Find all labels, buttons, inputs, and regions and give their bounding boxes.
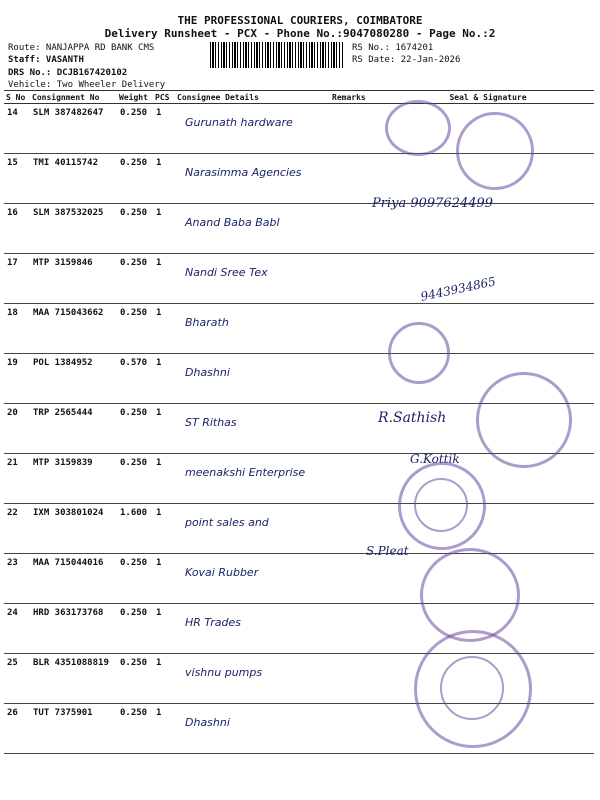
row-sno: 24	[4, 604, 30, 654]
row-remarks	[330, 404, 382, 454]
row-pcs: 1	[153, 254, 175, 304]
row-remarks	[330, 554, 382, 604]
row-weight: 0.250	[117, 454, 153, 504]
row-sno: 23	[4, 554, 30, 604]
row-pcs: 1	[153, 654, 175, 704]
row-pcs: 1	[153, 454, 175, 504]
stamp-circle	[456, 112, 534, 190]
row-sno: 19	[4, 354, 30, 404]
row-weight: 0.250	[117, 604, 153, 654]
row-remarks	[330, 104, 382, 154]
signature-text: S.Pleat	[366, 544, 409, 558]
barcode-image	[210, 42, 344, 68]
row-consignment-no: SLM 387532025	[30, 204, 117, 254]
row-consignment-no: TUT 7375901	[30, 704, 117, 754]
row-pcs: 1	[153, 104, 175, 154]
row-weight: 0.250	[117, 304, 153, 354]
row-remarks	[330, 354, 382, 404]
col-header-remarks: Remarks	[330, 91, 382, 104]
row-consignment-no: BLR 4351088819	[30, 654, 117, 704]
row-consignee: vishnu pumps	[175, 654, 330, 704]
row-consignment-no: HRD 363173768	[30, 604, 117, 654]
row-weight: 0.250	[117, 254, 153, 304]
row-consignment-no: TMI 40115742	[30, 154, 117, 204]
sheet-subtitle: Delivery Runsheet - PCX - Phone No.:9047080280 - Page No.:2	[104, 27, 496, 40]
row-pcs: 1	[153, 604, 175, 654]
col-header-pcs: PCS	[153, 91, 175, 104]
col-header-seal: Seal & Signature	[382, 91, 594, 104]
row-weight: 0.250	[117, 104, 153, 154]
row-consignment-no: SLM 387482647	[30, 104, 117, 154]
row-sno: 14	[4, 104, 30, 154]
row-pcs: 1	[153, 354, 175, 404]
row-consignee: point sales and	[175, 504, 330, 554]
row-weight: 0.250	[117, 554, 153, 604]
table-row	[4, 254, 594, 304]
row-seal-signature	[382, 204, 594, 254]
row-remarks	[330, 204, 382, 254]
row-pcs: 1	[153, 404, 175, 454]
row-pcs: 1	[153, 204, 175, 254]
sheet-title: THE PROFESSIONAL COURIERS, COIMBATORE	[177, 14, 423, 27]
row-consignee: Nandi Sree Tex	[175, 254, 330, 304]
row-consignment-no: MAA 715043662	[30, 304, 117, 354]
table-row	[4, 304, 594, 354]
row-sno: 21	[4, 454, 30, 504]
row-weight: 0.250	[117, 704, 153, 754]
drs-number: DRS No.: DCJB167420102	[8, 68, 128, 78]
row-consignee: Bharath	[175, 304, 330, 354]
stamp-circle	[388, 322, 450, 384]
row-remarks	[330, 604, 382, 654]
col-header-consignment: Consignment No	[30, 91, 117, 104]
row-consignee: HR Trades	[175, 604, 330, 654]
row-consignment-no: MTP 3159839	[30, 454, 117, 504]
signature-text: Priya 9097624499	[372, 196, 494, 211]
row-remarks	[330, 254, 382, 304]
row-sno: 16	[4, 204, 30, 254]
row-sno: 15	[4, 154, 30, 204]
row-sno: 25	[4, 654, 30, 704]
row-pcs: 1	[153, 554, 175, 604]
row-consignee: ST Rithas	[175, 404, 330, 454]
row-pcs: 1	[153, 154, 175, 204]
row-weight: 1.600	[117, 504, 153, 554]
stamp-circle	[476, 372, 572, 468]
staff-text: Staff: VASANTH	[8, 55, 84, 65]
row-weight: 0.250	[117, 404, 153, 454]
row-consignee: Anand Baba Babl	[175, 204, 330, 254]
row-weight: 0.250	[117, 654, 153, 704]
stamp-circle	[420, 548, 520, 642]
signature-text: 9443934865	[419, 274, 497, 304]
row-consignment-no: MAA 715044016	[30, 554, 117, 604]
row-consignee: Kovai Rubber	[175, 554, 330, 604]
signature-text: G.Kottik	[410, 452, 460, 466]
table-header-row	[4, 91, 594, 104]
row-weight: 0.250	[117, 154, 153, 204]
row-consignee: Gurunath hardware	[175, 104, 330, 154]
row-sno: 20	[4, 404, 30, 454]
row-pcs: 1	[153, 304, 175, 354]
col-header-sno: S No	[4, 91, 30, 104]
stamp-inner-circle	[414, 478, 468, 532]
row-remarks	[330, 454, 382, 504]
route-text: Route: NANJAPPA RD BANK CMS	[8, 43, 155, 53]
stamp-circle	[385, 100, 451, 156]
row-remarks	[330, 654, 382, 704]
rs-date: RS Date: 22-Jan-2026	[352, 55, 461, 65]
row-sno: 18	[4, 304, 30, 354]
row-weight: 0.570	[117, 354, 153, 404]
stamp-inner-circle	[440, 656, 504, 720]
row-consignee: meenakshi Enterprise	[175, 454, 330, 504]
row-consignee: Dhashni	[175, 354, 330, 404]
row-sno: 26	[4, 704, 30, 754]
row-consignee: Dhashni	[175, 704, 330, 754]
col-header-consignee: Consignee Details	[175, 91, 330, 104]
table-row	[4, 504, 594, 554]
signature-text: R.Sathish	[378, 410, 447, 426]
row-sno: 22	[4, 504, 30, 554]
row-remarks	[330, 704, 382, 754]
row-consignment-no: TRP 2565444	[30, 404, 117, 454]
vehicle-text: Vehicle: Two Wheeler Delivery	[8, 80, 166, 90]
row-consignment-no: IXM 303801024	[30, 504, 117, 554]
row-weight: 0.250	[117, 204, 153, 254]
row-remarks	[330, 304, 382, 354]
row-consignment-no: MTP 3159846	[30, 254, 117, 304]
row-sno: 17	[4, 254, 30, 304]
rs-number: RS No.: 1674201	[352, 43, 434, 53]
row-consignment-no: POL 1384952	[30, 354, 117, 404]
row-consignee: Narasimma Agencies	[175, 154, 330, 204]
table-row	[4, 204, 594, 254]
row-pcs: 1	[153, 704, 175, 754]
col-header-weight: Weight	[117, 91, 153, 104]
row-pcs: 1	[153, 504, 175, 554]
